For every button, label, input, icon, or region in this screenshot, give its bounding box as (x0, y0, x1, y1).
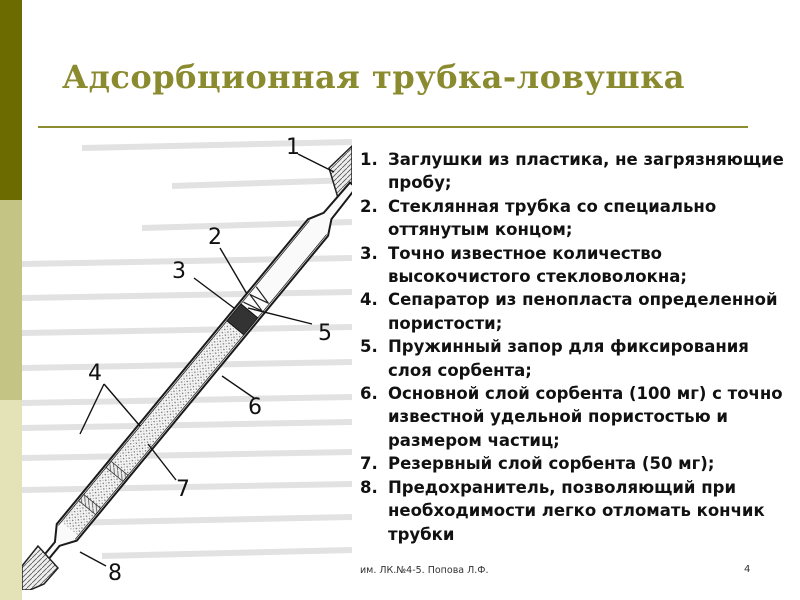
components-list (356, 148, 792, 546)
list-item: 3. Точно известное количество высокочистого стекловолокна; (360, 243, 687, 287)
list-item: 6. Основной слой сорбента (100 мг) с точно известной удельной пористостью и размером частиц; (360, 384, 783, 450)
figure-label-4: 4 (88, 361, 102, 386)
sidebar-stripe-mid (0, 200, 22, 400)
tube-drawing (22, 128, 352, 590)
sidebar-stripe-light (0, 400, 22, 600)
slide-footer: им. ЛК.№4-5. Попова Л.Ф. (360, 565, 489, 576)
list-item: 7. Резервный слой сорбента (50 мг); (360, 454, 715, 474)
page-number: 4 (744, 564, 751, 575)
slide-title: Адсорбционная трубка-ловушка (62, 58, 686, 96)
figure-label-2: 2 (208, 225, 222, 250)
figure-label-7: 7 (176, 477, 190, 502)
figure-label-6: 6 (248, 395, 262, 420)
figure-label-5: 5 (318, 321, 332, 346)
sidebar-stripe-dark (0, 0, 22, 200)
figure-label-1: 1 (286, 135, 300, 160)
list-item: 1. Заглушки из пластика, не загрязняющие пробу; (360, 150, 784, 193)
figure-label-3: 3 (172, 259, 186, 284)
tube-illustration (22, 128, 352, 590)
list-item: 4. Сепаратор из пенопласта определенной пористости; (360, 290, 778, 333)
list-item: 5. Пружинный запор для фиксирования слоя сорбента; (360, 337, 749, 380)
figure-label-8: 8 (108, 561, 122, 586)
list-item: 2. Стеклянная трубка со специально оттянутым концом; (360, 196, 717, 240)
list-item: 8. Предохранитель, позволяющий при необходимости легко отломать кончик трубки (360, 477, 765, 544)
